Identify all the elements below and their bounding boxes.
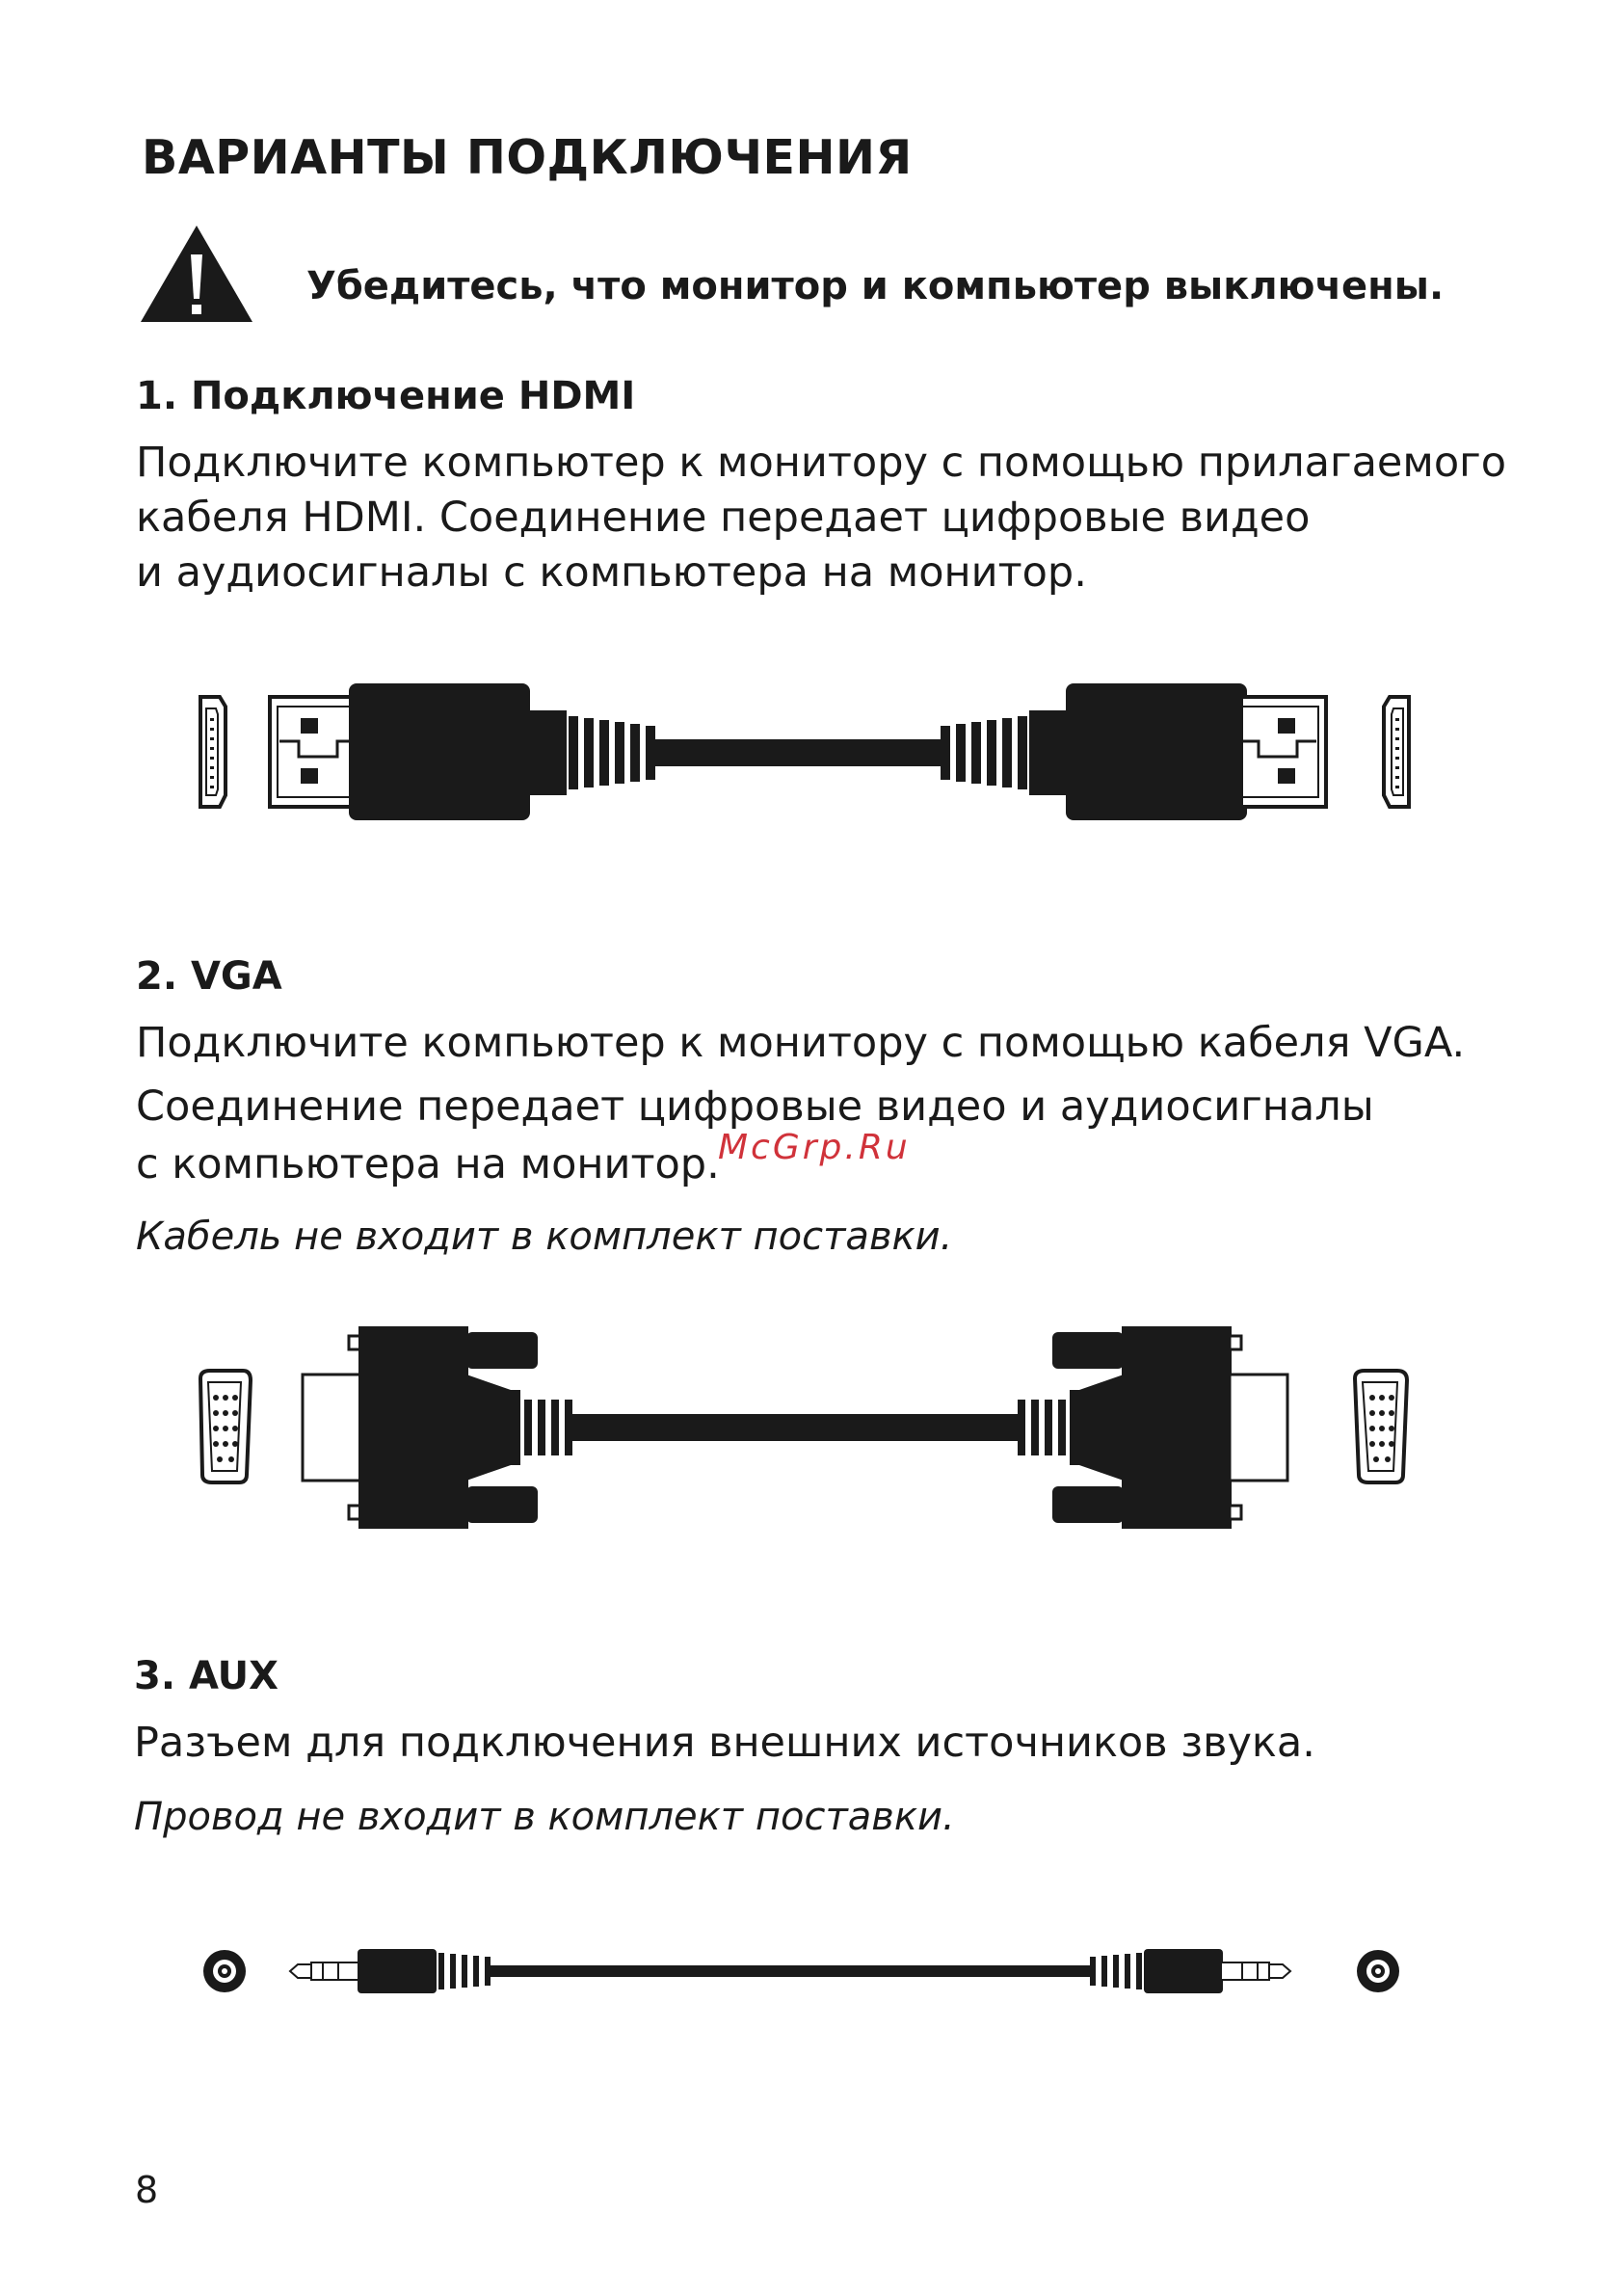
page-title: ВАРИАНТЫ ПОДКЛЮЧЕНИЯ [142,130,913,185]
hdmi-text-line-1: Подключите компьютер к монитору с помощью прилагаемого [136,439,1507,487]
vga-text-line-3: с компьютера на монитор. [136,1140,720,1188]
vga-port-left-icon [200,1371,251,1482]
warning-triangle-icon [139,224,254,325]
hdmi-port-left-icon [200,697,225,807]
hdmi-port-right-icon [1384,697,1409,807]
page-number: 8 [135,2169,159,2211]
aux-cable-icon [198,1937,1412,2005]
section-heading-aux: 3. AUX [134,1654,279,1698]
hdmi-text-line-2: кабеля HDMI. Соединение передает цифровые видео [136,494,1311,542]
warning-text: Убедитесь, что монитор и компьютер выключены. [306,264,1445,308]
section-heading-vga: 2. VGA [136,954,282,999]
section-heading-hdmi: 1. Подключение HDMI [136,374,636,418]
vga-text-line-1: Подключите компьютер к монитору с помощью кабеля VGA. [136,1019,1466,1067]
aux-jack-left-icon [203,1950,246,1992]
aux-note: Провод не входит в комплект поставки. [134,1795,955,1839]
aux-jack-right-icon [1357,1950,1399,1992]
hdmi-text-line-3: и аудиосигналы с компьютера на монитор. [136,548,1087,597]
aux-text-line-1: Разъем для подключения внешних источников звука. [134,1719,1315,1767]
hdmi-cable-icon [193,680,1417,824]
vga-text-line-2: Соединение передает цифровые видео и аудиосигналы [136,1082,1374,1131]
watermark: McGrp.Ru [718,1128,911,1167]
vga-cable-icon [193,1321,1417,1542]
vga-port-right-icon [1355,1371,1407,1482]
vga-note: Кабель не входит в комплект поставки. [136,1215,953,1259]
